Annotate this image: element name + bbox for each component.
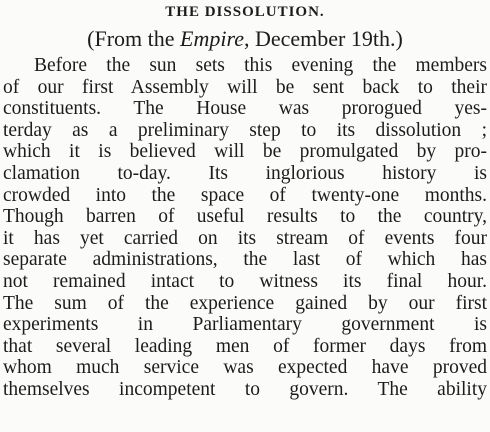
article-line: Though barren of useful results to the country, [3, 206, 487, 228]
article-line: it has yet carried on its stream of events four [3, 227, 487, 249]
dateline-source: Empire [180, 26, 244, 51]
article-line: constituents. The House was prorogued yes- [3, 98, 487, 120]
article-line: experiments in Parliamentary government is [3, 314, 487, 336]
dateline-prefix: (From the [87, 26, 181, 51]
article-line: which it is believed will be promulgated by pro- [3, 141, 487, 163]
article-line: separate administrations, the last of which has [3, 249, 487, 271]
dateline [0, 26, 490, 52]
article-line: The sum of the experience gained by our first [3, 292, 487, 314]
article-line: terday as a preliminary step to its dissolution ; [3, 119, 487, 141]
article-line: whom much service was expected have proved [3, 357, 487, 379]
article-line: clamation to-day. Its inglorious history is [3, 163, 487, 184]
article-line: not remained intact to witness its final hour. [3, 271, 487, 292]
article-line: crowded into the space of twenty-one months. [3, 184, 487, 206]
article-line: Before the sun sets this evening the members [34, 55, 487, 76]
article-line: themselves incompetent to govern. The ability [3, 379, 487, 400]
article-line: of our first Assembly will be sent back to their [3, 76, 487, 98]
dateline-date: , December 19th.) [244, 26, 403, 51]
headline: THE DISSOLUTION. [165, 4, 325, 20]
article-line: that several leading men of former days from [3, 335, 487, 357]
